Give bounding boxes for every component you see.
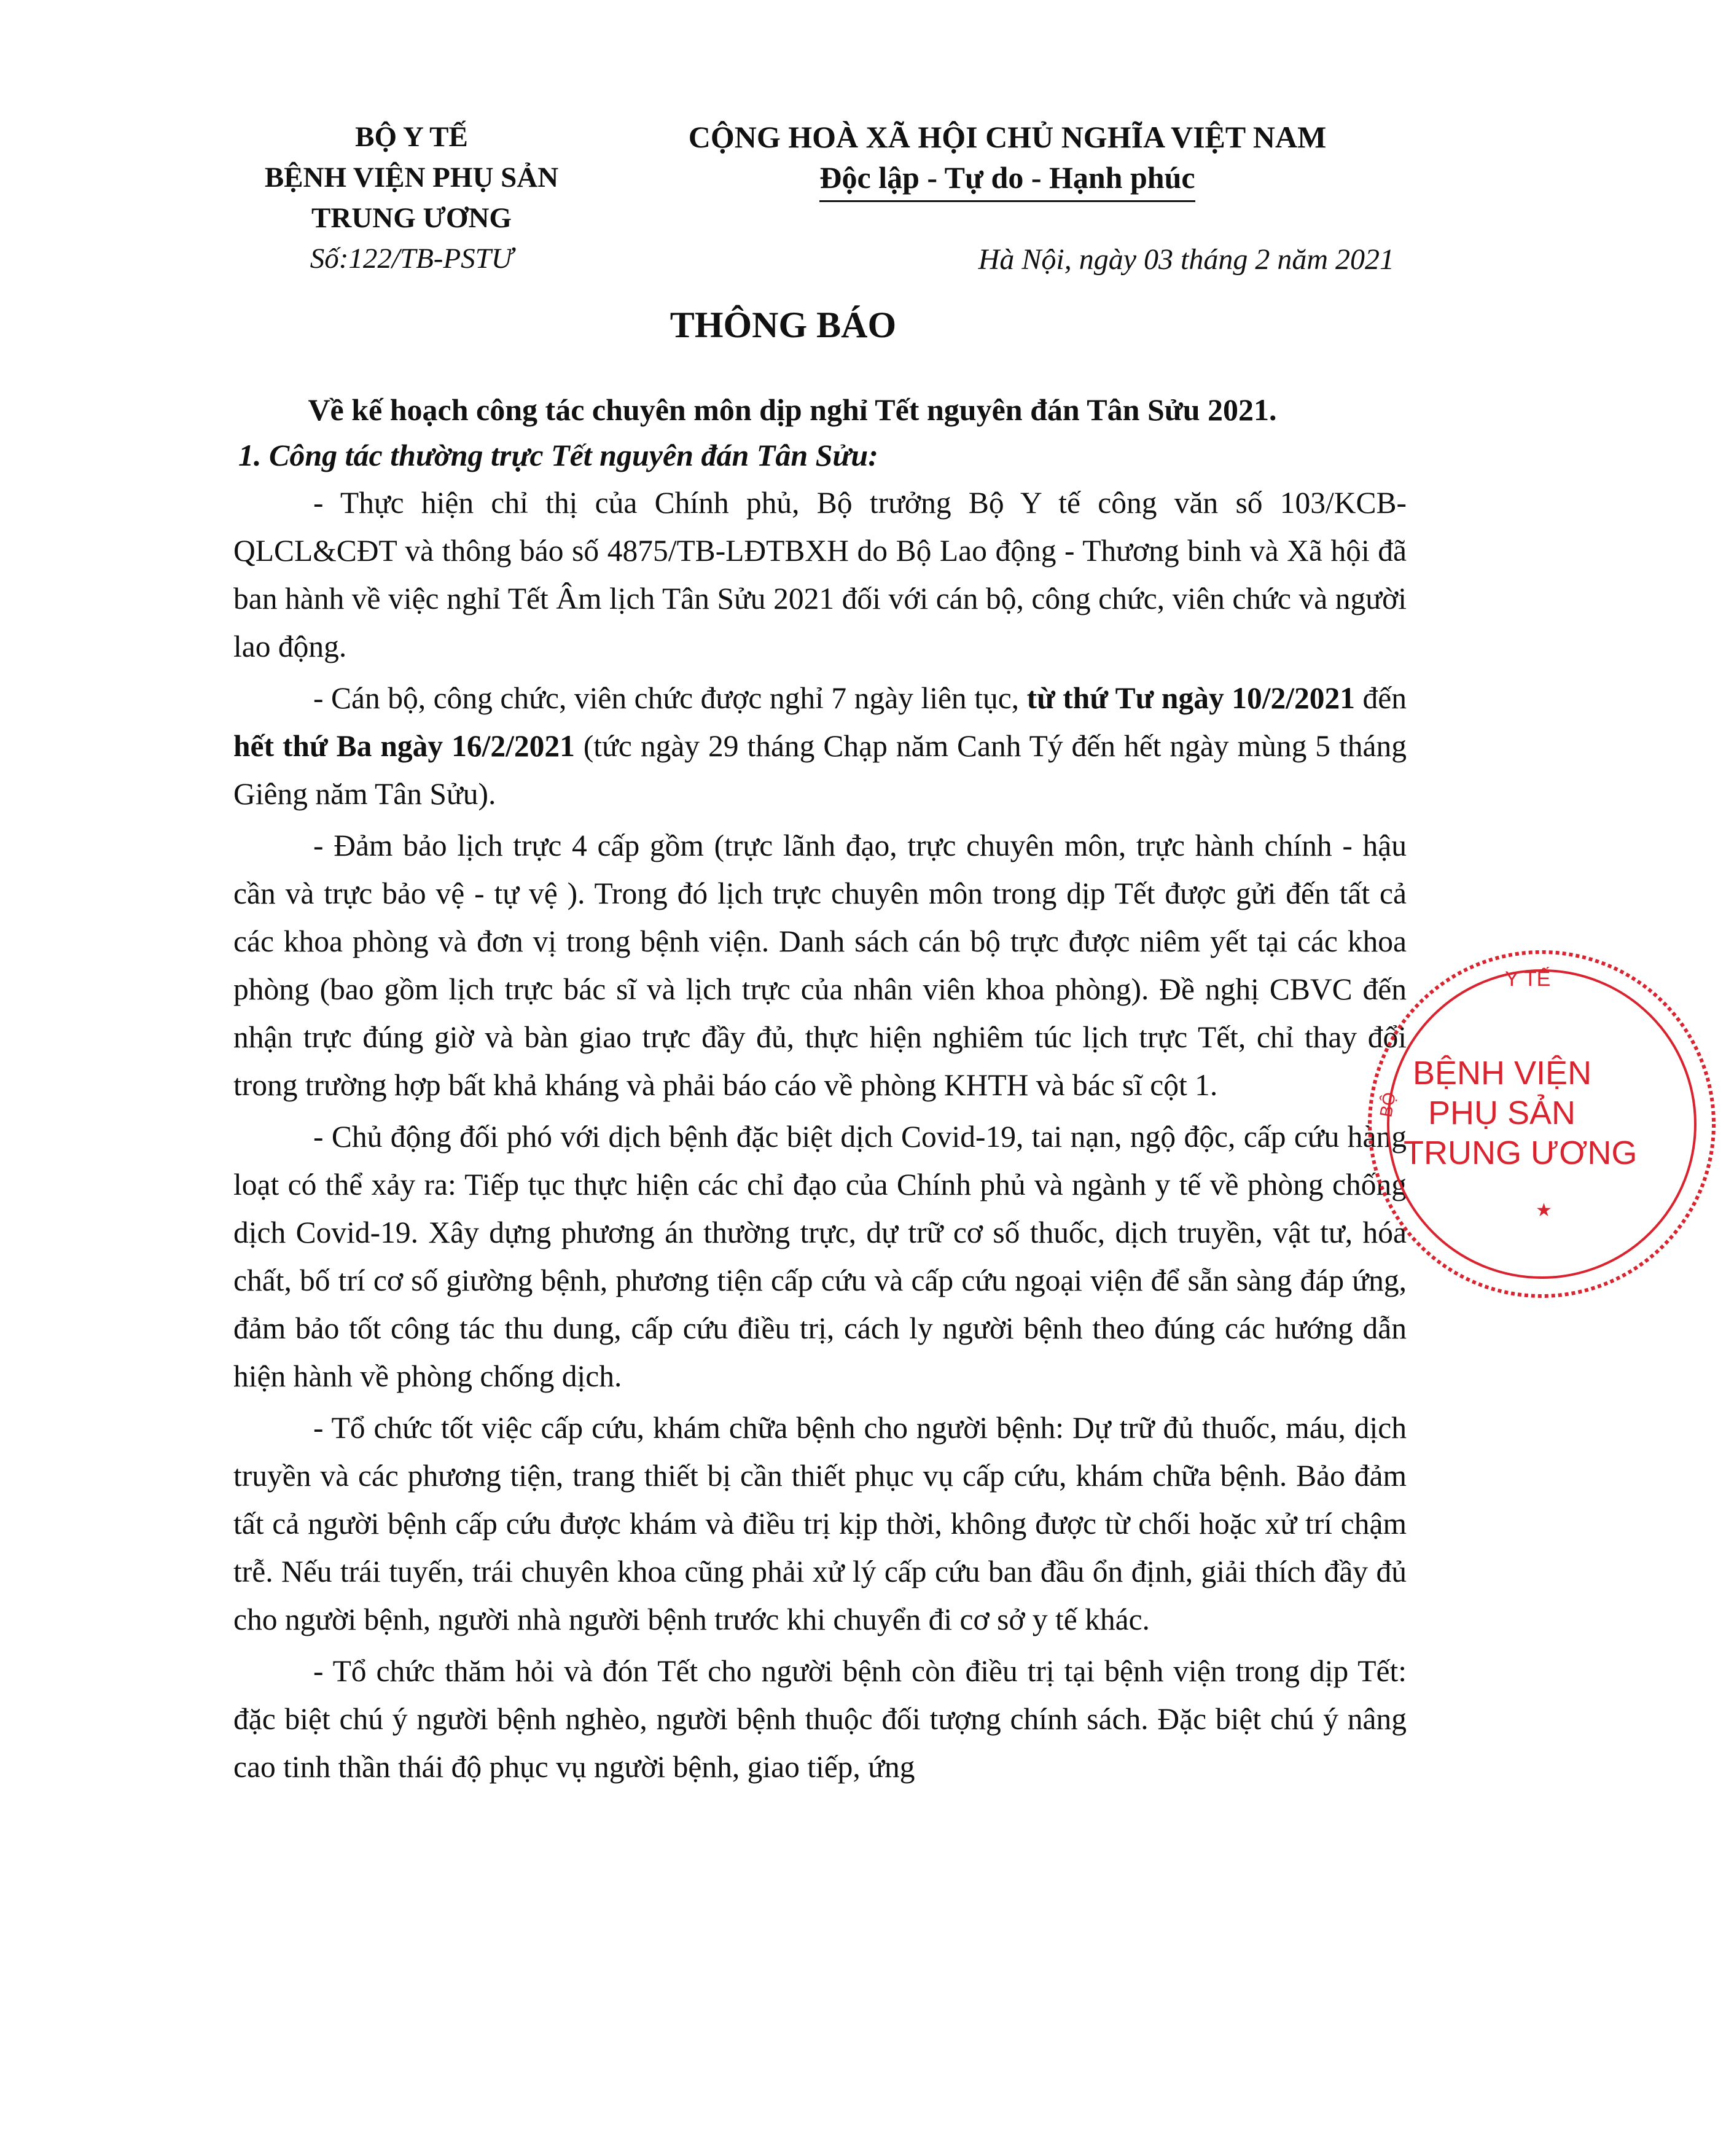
seal-star-icon: ★ [1536,1200,1552,1221]
seal-ring-text: Y TẾ [1505,967,1551,991]
paragraph-1: - Thực hiện chỉ thị của Chính phủ, Bộ trưởng Bộ Y tế công văn số 103/KCB-QLCL&CĐT và thông báo số 4875/TB-LĐTBXH do Bộ Lao động - Thương binh và Xã hội đã ban hành về việc nghỉ Tết Âm lịch Tân Sửu 2021 đối với cán bộ, công chức, viên chức và người lao động. [233,486,1407,663]
place-and-date: Hà Nội, ngày 03 tháng 2 năm 2021 [978,243,1394,276]
national-header [620,117,1394,202]
paragraph-4: - Chủ động đối phó với dịch bệnh đặc biệt dịch Covid-19, tai nạn, ngộ độc, cấp cứu hàng loạt có thể xảy ra: Tiếp tục thực hiện các chỉ đạo của Chính phủ và ngành y tế về phòng chống dịch Covid-19. Xây dựng phương án thường trực, dự trữ cơ số thuốc, dịch truyền, vật tư, hóa chất, bố trí cơ số giường bệnh, phương tiện cấp cứu và cấp cứu ngoại viện để sẵn sàng đáp ứng, đảm bảo tốt công tác thu dung, cấp cứu điều trị, cách ly người bệnh theo đúng các hướng dẫn hiện hành về phòng chống dịch. [233,1120,1407,1393]
official-seal-stamp [1357,940,1726,1308]
hospital-name-line2: TRUNG ƯƠNG [311,202,512,234]
document-title: THÔNG BÁO [670,305,897,345]
motto-underline [819,200,1195,202]
seal-line-1: BỆNH VIỆN [1413,1055,1592,1092]
paragraph-3: - Đảm bảo lịch trực 4 cấp gồm (trực lãnh đạo, trực chuyên môn, trực hành chính - hậu cần và trực bảo vệ - tự vệ ). Trong đó lịch trực chuyên môn trong dịp Tết được gửi đến tất cả các khoa phòng và đơn vị trong bệnh viện. Danh sách cán bộ trực được niêm yết tại các khoa phòng (bao gồm lịch trực bác sĩ và lịch trực của nhân viên khoa phòng). Đề nghị CBVC đến nhận trực đúng giờ và bàn giao trực đầy đủ, thực hiện nghiêm túc lịch trực Tết, chỉ thay đổi trong trường hợp bất khả kháng và phải báo cáo về phòng KHTH và bác sĩ cột 1. [233,829,1407,1102]
issuer-block [184,117,639,279]
document-number: Số:122/TB-PSTƯ [310,243,514,275]
document-subtitle: Về kế hoạch công tác chuyên môn dịp nghỉ Tết nguyên đán Tân Sửu 2021. [308,393,1277,427]
country-name: CỘNG HOÀ XÃ HỘI CHỦ NGHĨA VIỆT NAM [688,120,1327,154]
paragraph-6: - Tổ chức thăm hỏi và đón Tết cho người bệnh còn điều trị tại bệnh viện trong dịp Tết: đặc biệt chú ý người bệnh nghèo, người bệnh thuộc đối tượng chính sách. Đặc biệt chú ý nâng cao tinh thần thái độ phục vụ người bệnh, giao tiếp, ứng [233,1654,1407,1784]
hospital-name-line1: BỆNH VIỆN PHỤ SẢN [264,162,559,193]
seal-line-3: TRUNG ƯƠNG [1404,1135,1638,1171]
paragraph-5: - Tổ chức tốt việc cấp cứu, khám chữa bệnh cho người bệnh: Dự trữ đủ thuốc, máu, dịch truyền và các phương tiện, trang thiết bị cần thiết phục vụ cấp cứu, khám chữa bệnh. Bảo đảm tất cả người bệnh cấp cứu được khám và điều trị kịp thời, không được từ chối hoặc xử trí chậm trễ. Nếu trái tuyến, trái chuyên khoa cũng phải xử lý cấp cứu ban đầu ổn định, giải thích đầy đủ cho người bệnh, người nhà người bệnh trước khi chuyển đi cơ sở y tế khác. [233,1411,1407,1636]
paragraph-2-part-c: đến [1354,681,1407,715]
paragraph-2-part-e: (tức ngày 29 tháng Chạp năm Canh Tý đến hết ngày mùng 5 tháng Giêng năm Tân Sửu). [233,729,1407,811]
ministry-name: BỘ Y TẾ [355,121,468,153]
seal-line-2: PHỤ SẢN [1428,1095,1576,1131]
motto-wrapper [819,157,1195,202]
document-body [233,479,1407,1795]
seal-ring-text-left: BỘ [1376,1090,1399,1119]
section-1-heading: 1. Công tác thường trực Tết nguyên đán Tân Sửu: [238,438,878,472]
holiday-start-date: từ thứ Tư ngày 10/2/2021 [1026,681,1355,715]
holiday-end-date: hết thứ Ba ngày 16/2/2021 [233,729,575,763]
national-motto: Độc lập - Tự do - Hạnh phúc [819,160,1195,195]
paragraph-2 [233,674,1407,818]
paragraph-2-part-a: - Cán bộ, công chức, viên chức được nghỉ 7 ngày liên tục, [313,681,1027,715]
